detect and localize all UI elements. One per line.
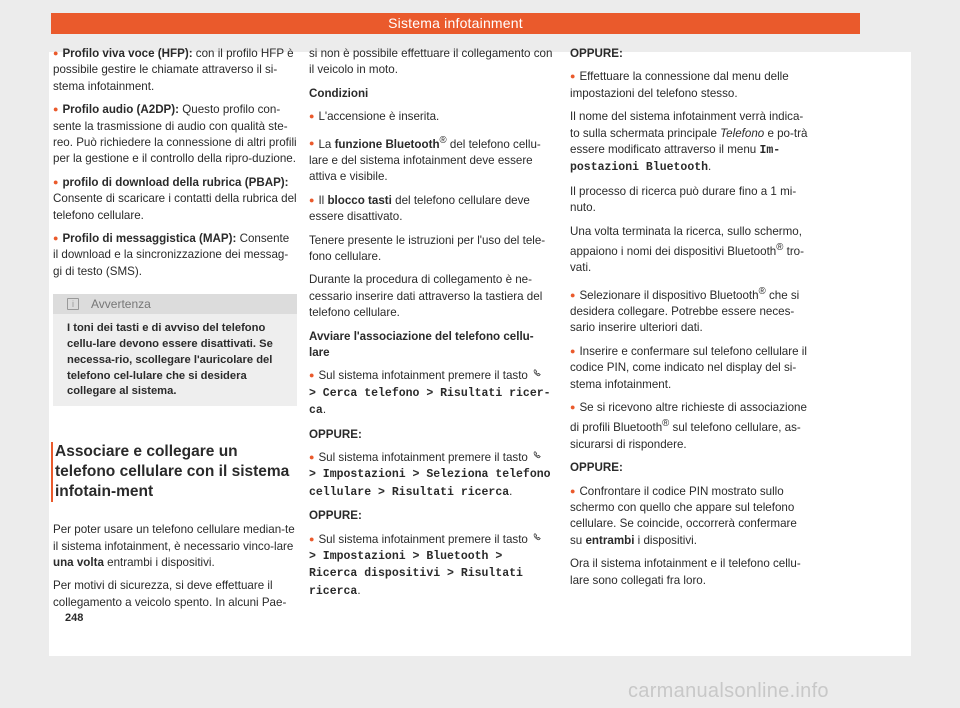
paragraph: Per motivi di sicurezza, si deve effettuare il collegamento a veicolo spento. In alcuni Pae-: [53, 579, 287, 609]
paragraph: Tenere presente le istruzioni per l'uso del tele-fono cellulare.: [309, 233, 546, 263]
condition-item: ● L'accensione è inserita.: [309, 109, 553, 125]
or-label: OPPURE:: [309, 427, 362, 441]
or-label: OPPURE:: [570, 461, 623, 475]
column-3: [570, 46, 812, 596]
page-number: 248: [65, 612, 84, 624]
bullet-map: ● Profilo di messaggistica (MAP): Consente il download e la sincronizzazione dei messag-gi di testo (SMS).: [53, 231, 297, 280]
paragraph: Il nome del sistema infotainment verrà indica-to sulla schermata principale Telefono e po-trà essere modificato attraverso il menu Im-postazioni Bluetooth.: [570, 110, 808, 175]
paragraph: Ora il sistema infotainment e il telefono cellu-lare sono collegati fra loro.: [570, 557, 801, 587]
condition-item: ● La funzione Bluetooth® del telefono cellu-lare e del sistema infotainment deve essere attiva e visibile.: [309, 133, 553, 186]
subheading: Avviare l'associazione del telefono cellu-lare: [309, 329, 534, 359]
paragraph: Per poter usare un telefono cellulare median-te il sistema infotainment, è necessario vinco-lare una volta entrambi i dispositivi.: [53, 523, 295, 570]
watermark: carmanualsonline.info: [628, 680, 829, 702]
note-box: [53, 294, 297, 406]
step-item: ● Selezionare il dispositivo Bluetooth® che si desidera collegare. Potrebbe essere neces-sario inserire ulteriori dati.: [570, 284, 812, 337]
bullet-pbap: ● profilo di download della rubrica (PBAP): Consente di scaricare i contatti della rubrica del telefono cellulare.: [53, 175, 297, 224]
info-icon: i: [67, 298, 79, 310]
paragraph: Durante la procedura di collegamento è ne-cessario inserire dati attraverso la tastiera del telefono cellulare.: [309, 273, 543, 320]
paragraph: Il processo di ricerca può durare fino a 1 mi-nuto.: [570, 184, 797, 215]
bullet-hfp: ● Profilo viva voce (HFP): con il profilo HFP è possibile gestire le chiamate attraverso il si-stema infotainment.: [53, 46, 297, 95]
phone-icon: [533, 451, 541, 459]
note-text: I toni dei tasti e di avviso del telefono cellu-lare devono essere disattivati. Se necessa-rio, scollegare l'auricolare del telefono cel-lulare che si desidera collegare al sistema.: [67, 322, 273, 398]
step-item: ● Se si ricevono altre richieste di associazione di profili Bluetooth® sul telefono cellulare, as-sicurarsi di rispondere.: [570, 400, 812, 453]
section-heading: Associare e collegare un telefono cellulare con il sistema infotain-ment: [51, 442, 297, 502]
section-header: Sistema infotainment: [51, 13, 860, 34]
paragraph: Una volta terminata la ricerca, sullo schermo, appaiono i nomi dei dispositivi Bluetooth® tro-vati.: [570, 224, 804, 275]
paragraph: si non è possibile effettuare il collegamento con il veicolo in moto.: [309, 47, 553, 77]
column-1: [53, 46, 297, 618]
step-item: ● Confrontare il codice PIN mostrato sullo schermo con quello che appare sul telefono cellulare. Se coincide, occorrerà confermare su entrambi i dispositivi.: [570, 484, 812, 550]
condition-item: ● Il blocco tasti del telefono cellulare deve essere disattivato.: [309, 193, 553, 226]
phone-icon: [533, 533, 541, 541]
phone-icon: [533, 369, 541, 377]
bullet-a2dp: ● Profilo audio (A2DP): Questo profilo con-sente la trasmissione di audio con qualità ste-reo. Può richiedere la connessione di altri profili per la gestione e il controllo della ripro-duzione.: [53, 102, 297, 168]
column-2: [309, 46, 553, 607]
or-label: OPPURE:: [309, 509, 362, 523]
step-item: ● Effettuare la connessione dal menu delle impostazioni del telefono stesso.: [570, 69, 812, 102]
step-item: ● Sul sistema infotainment premere il tasto > Cerca telefono > Risultati ricer-ca.: [309, 368, 553, 419]
conditions-title: Condizioni: [309, 86, 369, 100]
note-header: i Avvertenza: [53, 294, 297, 314]
step-item: ● Sul sistema infotainment premere il tasto > Impostazioni > Bluetooth > Ricerca dispositivi > Risultati ricerca.: [309, 532, 553, 601]
step-item: ● Sul sistema infotainment premere il tasto > Impostazioni > Seleziona telefono cellulare > Risultati ricerca.: [309, 450, 553, 501]
step-item: ● Inserire e confermare sul telefono cellulare il codice PIN, come indicato nel display del si-stema infotainment.: [570, 344, 812, 393]
or-label: OPPURE:: [570, 47, 623, 60]
